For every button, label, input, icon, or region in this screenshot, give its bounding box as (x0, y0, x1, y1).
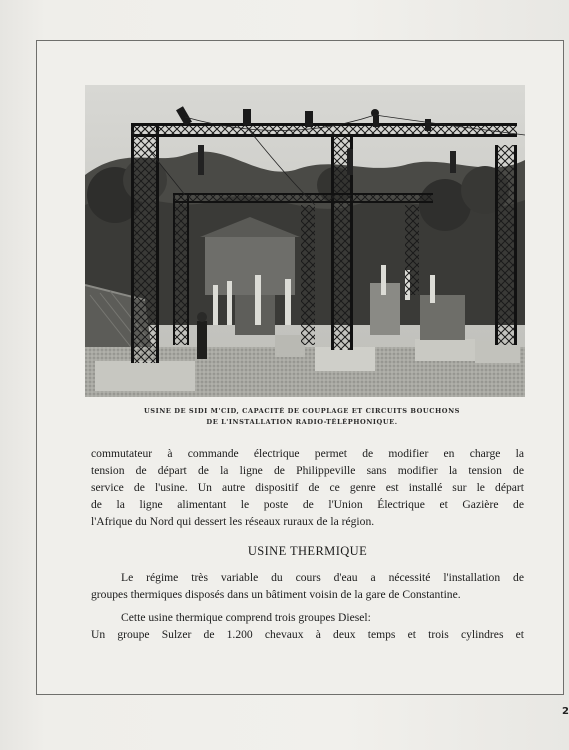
paragraph-2-line: Le régime très variable du cours d'eau a nécessité l'installation de (121, 571, 524, 584)
caption-line-1: USINE DE SIDI M'CID, CAPACITÉ DE COUPLAGE ET CIRCUITS BOUCHONS (143, 407, 460, 415)
paragraph-3-line: Un groupe Sulzer de 1.200 chevaux à deux temps et trois cylindres et (91, 628, 524, 641)
substation-photo (85, 85, 525, 397)
page-number: 2 (562, 706, 569, 717)
paragraph-1-line: commutateur à commande électrique permet de modifier en charge la (91, 447, 524, 460)
paragraph-1 (91, 445, 524, 530)
paragraph-1-line: l'Afrique du Nord qui dessert les réseaux ruraux de la région. (91, 515, 375, 528)
paragraph-3 (91, 609, 524, 643)
section-heading: USINE THERMIQUE (247, 544, 368, 558)
paragraph-2-line: groupes thermiques disposés dans un bâtiment voisin de la gare de Constantine. (91, 588, 461, 601)
paragraph-1-line: service de l'usine. Un autre dispositif de ce genre est installé sur le départ (91, 481, 524, 494)
page-frame (36, 40, 564, 695)
photo-caption (67, 406, 537, 428)
paragraph-2 (91, 569, 524, 603)
paragraph-1-line: tension de départ de la ligne de Philippeville sans modifier la tension de (91, 464, 524, 477)
paragraph-3-line: Cette usine thermique comprend trois groupes Diesel: (121, 611, 371, 624)
caption-line-2: DE L'INSTALLATION RADIO-TÉLÉPHONIQUE. (206, 418, 398, 426)
paragraph-1-line: de la ligne alimentant le poste de l'Union Électrique et Gazière de (91, 498, 524, 511)
